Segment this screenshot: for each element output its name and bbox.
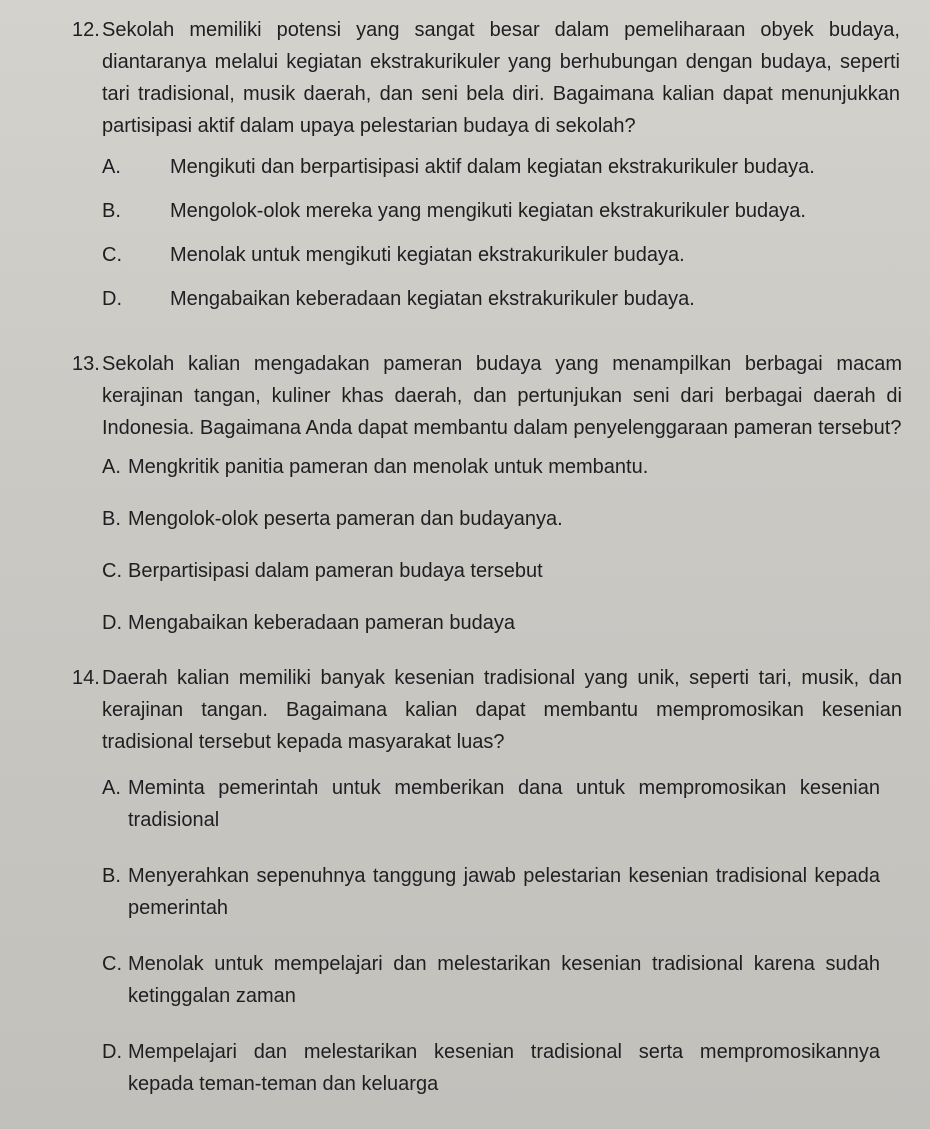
option-text: Mengabaikan keberadaan kegiatan ekstrakurikuler budaya.	[170, 288, 695, 310]
option-letter: B.	[102, 865, 121, 887]
option-a[interactable]	[102, 152, 908, 196]
option-text: Menolak untuk mengikuti kegiatan ekstrakurikuler budaya.	[170, 244, 685, 266]
option-d[interactable]	[102, 1036, 908, 1124]
option-letter: B.	[102, 508, 121, 530]
option-text: Mengolok-olok peserta pameran dan budayanya.	[128, 508, 563, 530]
question-14	[72, 662, 908, 1124]
question-number: 13.	[72, 353, 100, 375]
option-c[interactable]	[102, 556, 908, 608]
option-b[interactable]	[102, 860, 908, 948]
option-letter: D.	[102, 612, 122, 634]
option-d[interactable]	[102, 608, 908, 660]
answer-options	[102, 152, 908, 328]
option-letter: D.	[102, 288, 122, 310]
option-d[interactable]	[102, 284, 908, 328]
option-c[interactable]	[102, 948, 908, 1036]
question-stem	[72, 348, 908, 444]
option-text: Mengikuti dan berpartisipasi aktif dalam kegiatan ekstrakurikuler budaya.	[170, 156, 815, 178]
option-text: Mengkritik panitia pameran dan menolak untuk membantu.	[128, 456, 649, 478]
option-text: Menolak untuk mempelajari dan melestarikan kesenian tradisional karena sudah ketinggalan zaman	[128, 953, 880, 1007]
option-letter: C.	[102, 244, 122, 266]
question-text: Daerah kalian memiliki banyak kesenian tradisional yang unik, seperti tari, musik, dan kerajinan tangan. Bagaimana kalian dapat membantu mempromosikan kesenian tradisional tersebut kepada masyarakat luas?	[102, 667, 902, 753]
option-letter: C.	[102, 953, 122, 975]
question-stem	[72, 662, 908, 758]
question-number: 14.	[72, 667, 100, 689]
option-letter: A.	[102, 456, 121, 478]
option-a[interactable]	[102, 452, 908, 504]
question-text: Sekolah memiliki potensi yang sangat besar dalam pemeliharaan obyek budaya, diantaranya melalui kegiatan ekstrakurikuler yang berhubungan dengan budaya, seperti tari tradisional, musik daerah, dan seni bela diri. Bagaimana kalian dapat menunjukkan partisipasi aktif dalam upaya pelestarian budaya di sekolah?	[102, 19, 900, 137]
option-a[interactable]	[102, 772, 908, 860]
option-letter: A.	[102, 156, 121, 178]
option-letter: D.	[102, 1041, 122, 1063]
option-c[interactable]	[102, 240, 908, 284]
option-letter: A.	[102, 777, 121, 799]
question-12	[72, 14, 908, 328]
question-stem	[72, 14, 908, 142]
option-letter: C.	[102, 560, 122, 582]
option-text: Mengolok-olok mereka yang mengikuti kegiatan ekstrakurikuler budaya.	[170, 200, 806, 222]
option-letter: B.	[102, 200, 121, 222]
option-text: Mempelajari dan melestarikan kesenian tradisional serta mempromosikannya kepada teman-teman dan keluarga	[128, 1041, 880, 1095]
question-text: Sekolah kalian mengadakan pameran budaya yang menampilkan berbagai macam kerajinan tangan, kuliner khas daerah, dan pertunjukan seni dari berbagai daerah di Indonesia. Bagaimana Anda dapat membantu dalam penyelenggaraan pameran tersebut?	[102, 353, 902, 439]
answer-options	[102, 772, 908, 1124]
option-text: Meminta pemerintah untuk memberikan dana untuk mempromosikan kesenian tradisional	[128, 777, 880, 831]
answer-options	[102, 452, 908, 660]
option-text: Menyerahkan sepenuhnya tanggung jawab pelestarian kesenian tradisional kepada pemerintah	[128, 865, 880, 919]
option-b[interactable]	[102, 196, 908, 240]
question-number: 12.	[72, 19, 100, 41]
question-13	[72, 348, 908, 660]
option-text: Mengabaikan keberadaan pameran budaya	[128, 612, 515, 634]
option-text: Berpartisipasi dalam pameran budaya tersebut	[128, 560, 543, 582]
option-b[interactable]	[102, 504, 908, 556]
